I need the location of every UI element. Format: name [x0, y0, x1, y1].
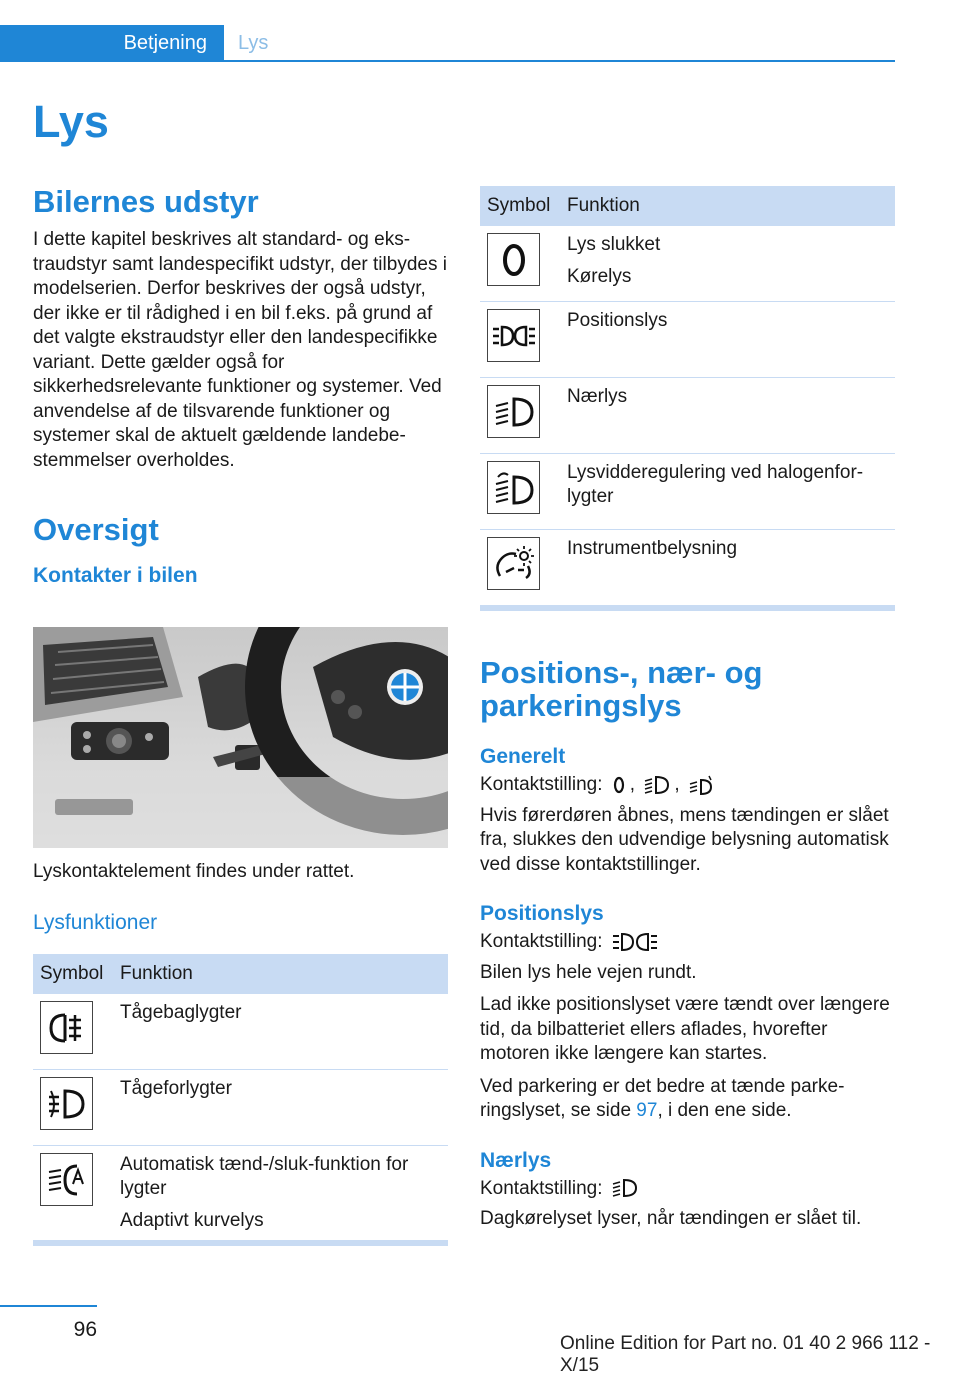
col-symbol-header: Symbol — [487, 195, 551, 216]
funktion-table — [480, 186, 895, 611]
instrument-light-icon — [487, 537, 540, 590]
function-text: Nærlys — [567, 386, 628, 407]
footer-rule — [0, 1305, 97, 1307]
heading-naerlys: Nærlys — [480, 1148, 552, 1172]
function-text: Positionslys — [567, 310, 668, 331]
heading-oversigt: Oversigt — [33, 512, 159, 547]
parking-light-icon — [612, 932, 658, 952]
heading-generelt: Generelt — [480, 745, 566, 768]
naerlys-text: Dagkørelyset lyser, når tændingen er slået til. — [480, 1208, 862, 1229]
low-beam-icon — [612, 1178, 638, 1198]
headlight-range-icon — [487, 461, 540, 514]
table-end-rule — [33, 1241, 448, 1246]
zero-position-icon — [612, 775, 626, 795]
heading-bilernes-udstyr: Bilernes udstyr — [33, 184, 259, 219]
naerlys-kontaktstilling — [480, 1177, 898, 1202]
page-number: 96 — [73, 1318, 97, 1341]
zero-position-icon — [487, 233, 540, 286]
kontaktstilling-label: Kontaktstilling: — [480, 1177, 603, 1199]
function-text: Lysvidderegulering ved halogenforlygter — [567, 462, 864, 507]
heading-positions-naer-parkeringslys: Positions-, nær- og parkeringslys — [480, 655, 763, 723]
col-function-header: Funktion — [120, 963, 193, 984]
positionslys-kontaktstilling — [480, 930, 898, 955]
function-text: Kørelys — [567, 266, 632, 287]
table-row — [480, 530, 895, 606]
positionslys-text-2: Lad ikke positionslyset være tændt over længere tid, da bilbatteriet ellers aflades, hvorefter motoren ikke længere kan startes. — [480, 994, 890, 1064]
function-text: Automatisk tænd-/sluk-funktion for lygter — [120, 1154, 409, 1199]
auto-light-icon — [689, 775, 715, 795]
chapter-tab-betjening[interactable]: Betjening — [0, 25, 224, 62]
table-row — [33, 1146, 448, 1241]
kontaktstilling-label: Kontaktstilling: — [480, 931, 603, 952]
generelt-kontaktstilling — [480, 773, 898, 798]
page-link-97[interactable]: 97 — [636, 1100, 658, 1121]
separator: , — [674, 774, 680, 795]
left-column — [33, 184, 451, 589]
dashboard-illustration — [33, 627, 448, 848]
table-row — [480, 378, 895, 454]
function-text: Instrumentbelysning — [567, 538, 738, 559]
table-row — [480, 454, 895, 530]
fog-rear-icon — [40, 1001, 93, 1054]
positionslys-text-3 — [480, 1075, 898, 1124]
edition-footer: Online Edition for Part no. 01 40 2 966 112 - X/15 — [560, 1333, 931, 1376]
table-row — [480, 226, 895, 302]
heading-positionslys: Positionslys — [480, 902, 604, 925]
table-row — [33, 1070, 448, 1146]
table-row — [480, 302, 895, 378]
generelt-text: Hvis førerdøren åbnes, mens tændingen er slået fra, slukkes den udvendige belysning automatisk ved disse kontaktstillinger. — [480, 804, 889, 875]
col-function-header: Funktion — [567, 195, 640, 216]
heading-lysfunktioner: Lysfunktioner — [33, 911, 158, 934]
page-title: Lys — [33, 96, 109, 147]
photo-caption: Lyskontaktelement findes under rattet. — [33, 861, 355, 882]
positionslys-text-1: Bilen lys hele vejen rundt. — [480, 961, 697, 983]
table-header — [33, 954, 448, 994]
lysfunktioner-table — [33, 954, 448, 1246]
fog-front-icon — [40, 1077, 93, 1130]
right-text-column — [480, 656, 898, 1232]
separator: , — [629, 774, 636, 795]
parking-light-icon — [487, 309, 540, 362]
low-beam-icon — [644, 775, 670, 795]
function-text: Adaptivt kurvelys — [120, 1210, 264, 1231]
kontaktstilling-label: Kontaktstilling: — [480, 774, 603, 795]
text-part: Ved parkering er det bedre at tænde parkeringslyset, se side — [480, 1075, 845, 1121]
dashboard-photo — [33, 627, 448, 848]
text-part: , i den ene side. — [657, 1100, 792, 1121]
table-header — [480, 186, 895, 226]
intro-paragraph: I dette kapitel beskrives alt standard- og ekstraudstyr samt landespecifikt udstyr, der tilbydes i modelserien. Derfor beskrives der også udstyr, der ikke er til rådighed i en bil f.eks. på grund af det valgte ekstraudstyr eller den landespecifikke variant. Dette gælder også for sikkerhedsrelevante funktioner og systemer. Ved anvendelse af de tilsvarende funktioner og systemer skal de aktuelt gældende landebestemmelser overholdes. — [33, 229, 447, 471]
col-symbol-header: Symbol — [40, 963, 104, 984]
heading-kontakter-i-bilen: Kontakter i bilen — [33, 564, 198, 587]
table-end-rule — [480, 606, 895, 611]
auto-light-icon — [40, 1153, 93, 1206]
function-text: Tågebaglygter — [120, 1002, 242, 1023]
low-beam-icon — [487, 385, 540, 438]
section-tab-lys[interactable]: Lys — [238, 32, 269, 54]
table-row — [33, 994, 448, 1070]
function-text: Tågeforlygter — [120, 1078, 232, 1099]
function-text: Lys slukket — [567, 234, 661, 255]
